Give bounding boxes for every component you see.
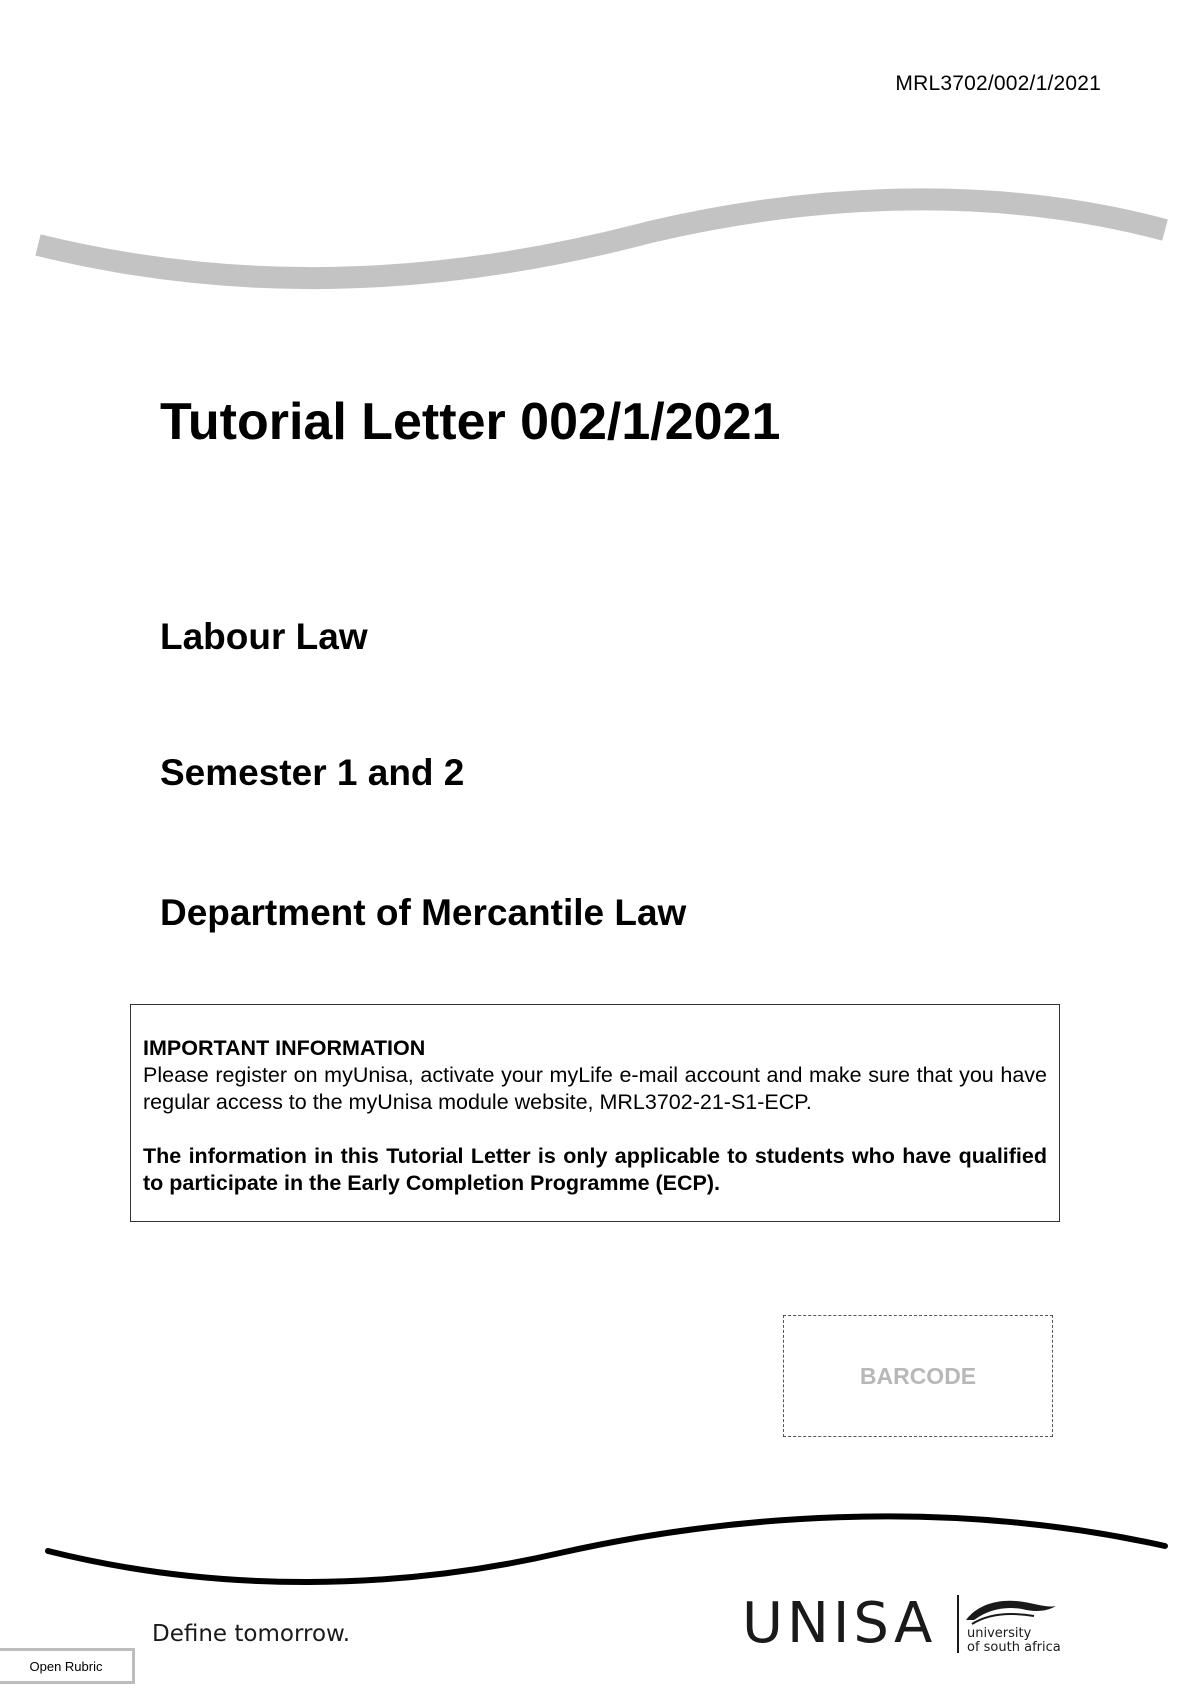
unisa-subtitle-line2: of south africa <box>967 1640 1061 1655</box>
reference-code: MRL3702/002/1/2021 <box>895 72 1101 95</box>
logo-divider <box>957 1595 959 1653</box>
unisa-subtitle-line1: university <box>967 1626 1032 1641</box>
module-name: Labour Law <box>160 616 368 657</box>
top-wave-decoration <box>0 0 1191 300</box>
ecp-eligibility-note: The information in this Tutorial Letter is only applicable to students who have qualified to participate in the Early Completion Programme (ECP). <box>143 1144 1047 1195</box>
unisa-logo-subtitle <box>967 1627 1061 1655</box>
unisa-bird-icon <box>964 1596 1060 1626</box>
document-title: Tutorial Letter 002/1/2021 <box>160 393 781 451</box>
tagline: Define tomorrow. <box>152 1621 351 1647</box>
unisa-logo-wordmark: UNISA <box>742 1591 937 1656</box>
open-rubric-label: Open Rubric <box>29 1658 103 1674</box>
department-name: Department of Mercantile Law <box>160 892 687 933</box>
important-information-heading: IMPORTANT INFORMATION <box>143 1036 426 1060</box>
barcode-label: BARCODE <box>859 1362 977 1389</box>
semester-label: Semester 1 and 2 <box>160 752 465 793</box>
important-information-box <box>130 1004 1060 1222</box>
open-rubric-button[interactable] <box>0 1648 135 1684</box>
important-information-body: Please register on myUnisa, activate your myLife e-mail account and make sure that you have regular access to the myUnisa module website, MRL3702-21-S1-ECP. <box>143 1063 1047 1114</box>
barcode-placeholder <box>783 1315 1053 1437</box>
